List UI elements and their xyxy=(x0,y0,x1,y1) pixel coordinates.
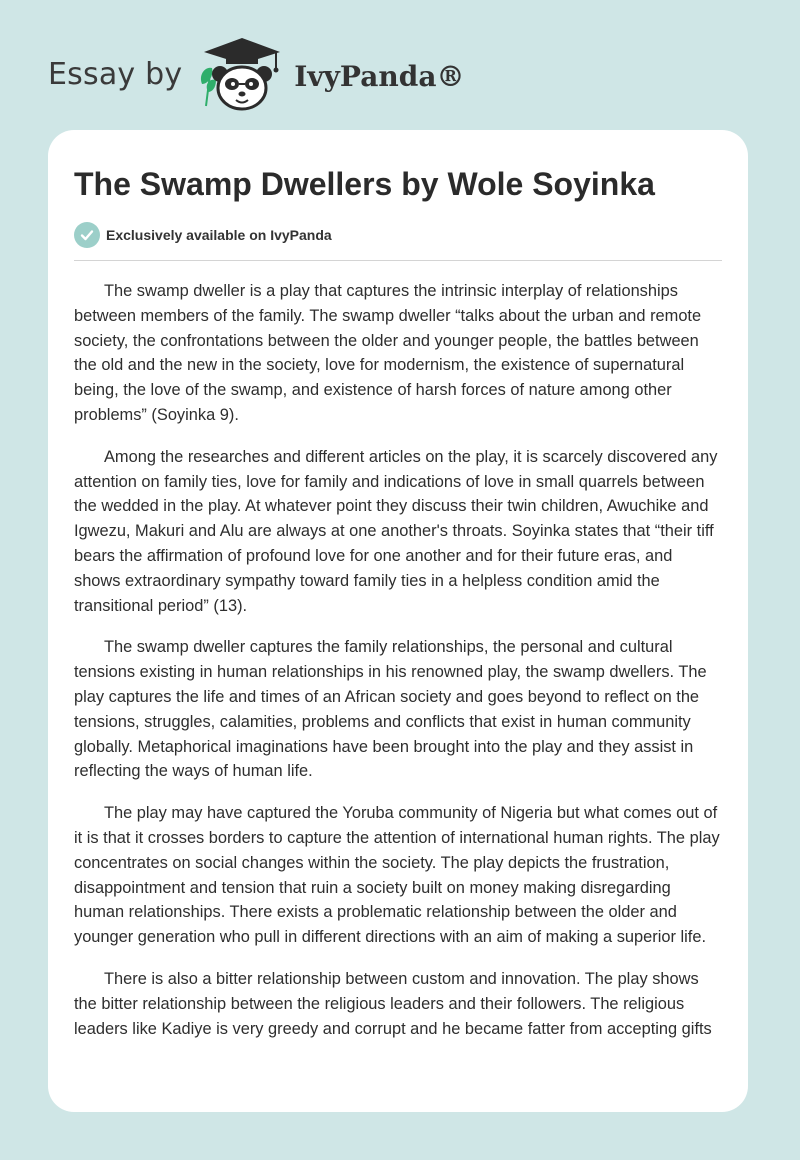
panda-graduate-logo-icon[interactable] xyxy=(196,34,288,114)
article-card xyxy=(48,130,748,1112)
essay-by-label: Essay by xyxy=(48,56,183,92)
paragraph: The swamp dweller captures the family relationships, the personal and cultural tensions existing in human relationships in his renowned play, the swamp dwellers. The play captures the life and times of an African society and goes beyond to reflect on the tensions, struggles, calamities, problems and conflicts that exist in human community globally. Metaphorical imaginations have been brought into the play and they assist in reflecting the ways of human life. xyxy=(74,638,707,781)
site-header xyxy=(48,34,464,114)
paragraph: The swamp dweller is a play that captures the intrinsic interplay of relationships between members of the family. The swamp dweller “talks about the urban and remote society, the confrontations between the older and younger people, the battles between the old and the new in the society, love for modernism, the existence of supernatural being, the love of the swamp, and existence of harsh forces of nature among other problems” (Soyinka 9). xyxy=(74,282,702,424)
brand-name[interactable]: IvyPanda® xyxy=(294,59,465,93)
page-title: The Swamp Dwellers by Wole Soyinka xyxy=(74,166,655,202)
article-body xyxy=(74,279,722,1041)
check-icon xyxy=(74,222,100,248)
divider xyxy=(74,260,722,261)
paragraph: There is also a bitter relationship between custom and innovation. The play shows the bitter relationship between the religious leaders and their followers. The religious leaders like Kadiye is very greedy and corrupt and he became fatter from accepting gifts xyxy=(74,969,712,1038)
exclusive-badge xyxy=(74,222,722,248)
paragraph: Among the researches and different articles on the play, it is scarcely discovered any attention on family ties, love for family and indications of love in small quarrels between the wedded in the play. At whatever point they discuss their twin children, Awuchike and Igwezu, Makuri and Alu are always at one another's throats. Soyinka states that “their tiff bears the affirmation of profound love for one another and for their future eras, and shows extraordinary sympathy toward family ties in a helpless condition amid the transitional period” (13). xyxy=(74,447,718,615)
exclusive-label: Exclusively available on IvyPanda xyxy=(106,227,332,243)
paragraph: The play may have captured the Yoruba community of Nigeria but what comes out of it is that it crosses borders to capture the attention of international human rights. The play concentrates on social changes within the society. The play depicts the frustration, disappointment and tension that ruin a society built on money making disregarding human relationships. There exists a problematic relationship between the older and younger generation who pull in different directions with an aim of making a superior life. xyxy=(74,804,720,947)
